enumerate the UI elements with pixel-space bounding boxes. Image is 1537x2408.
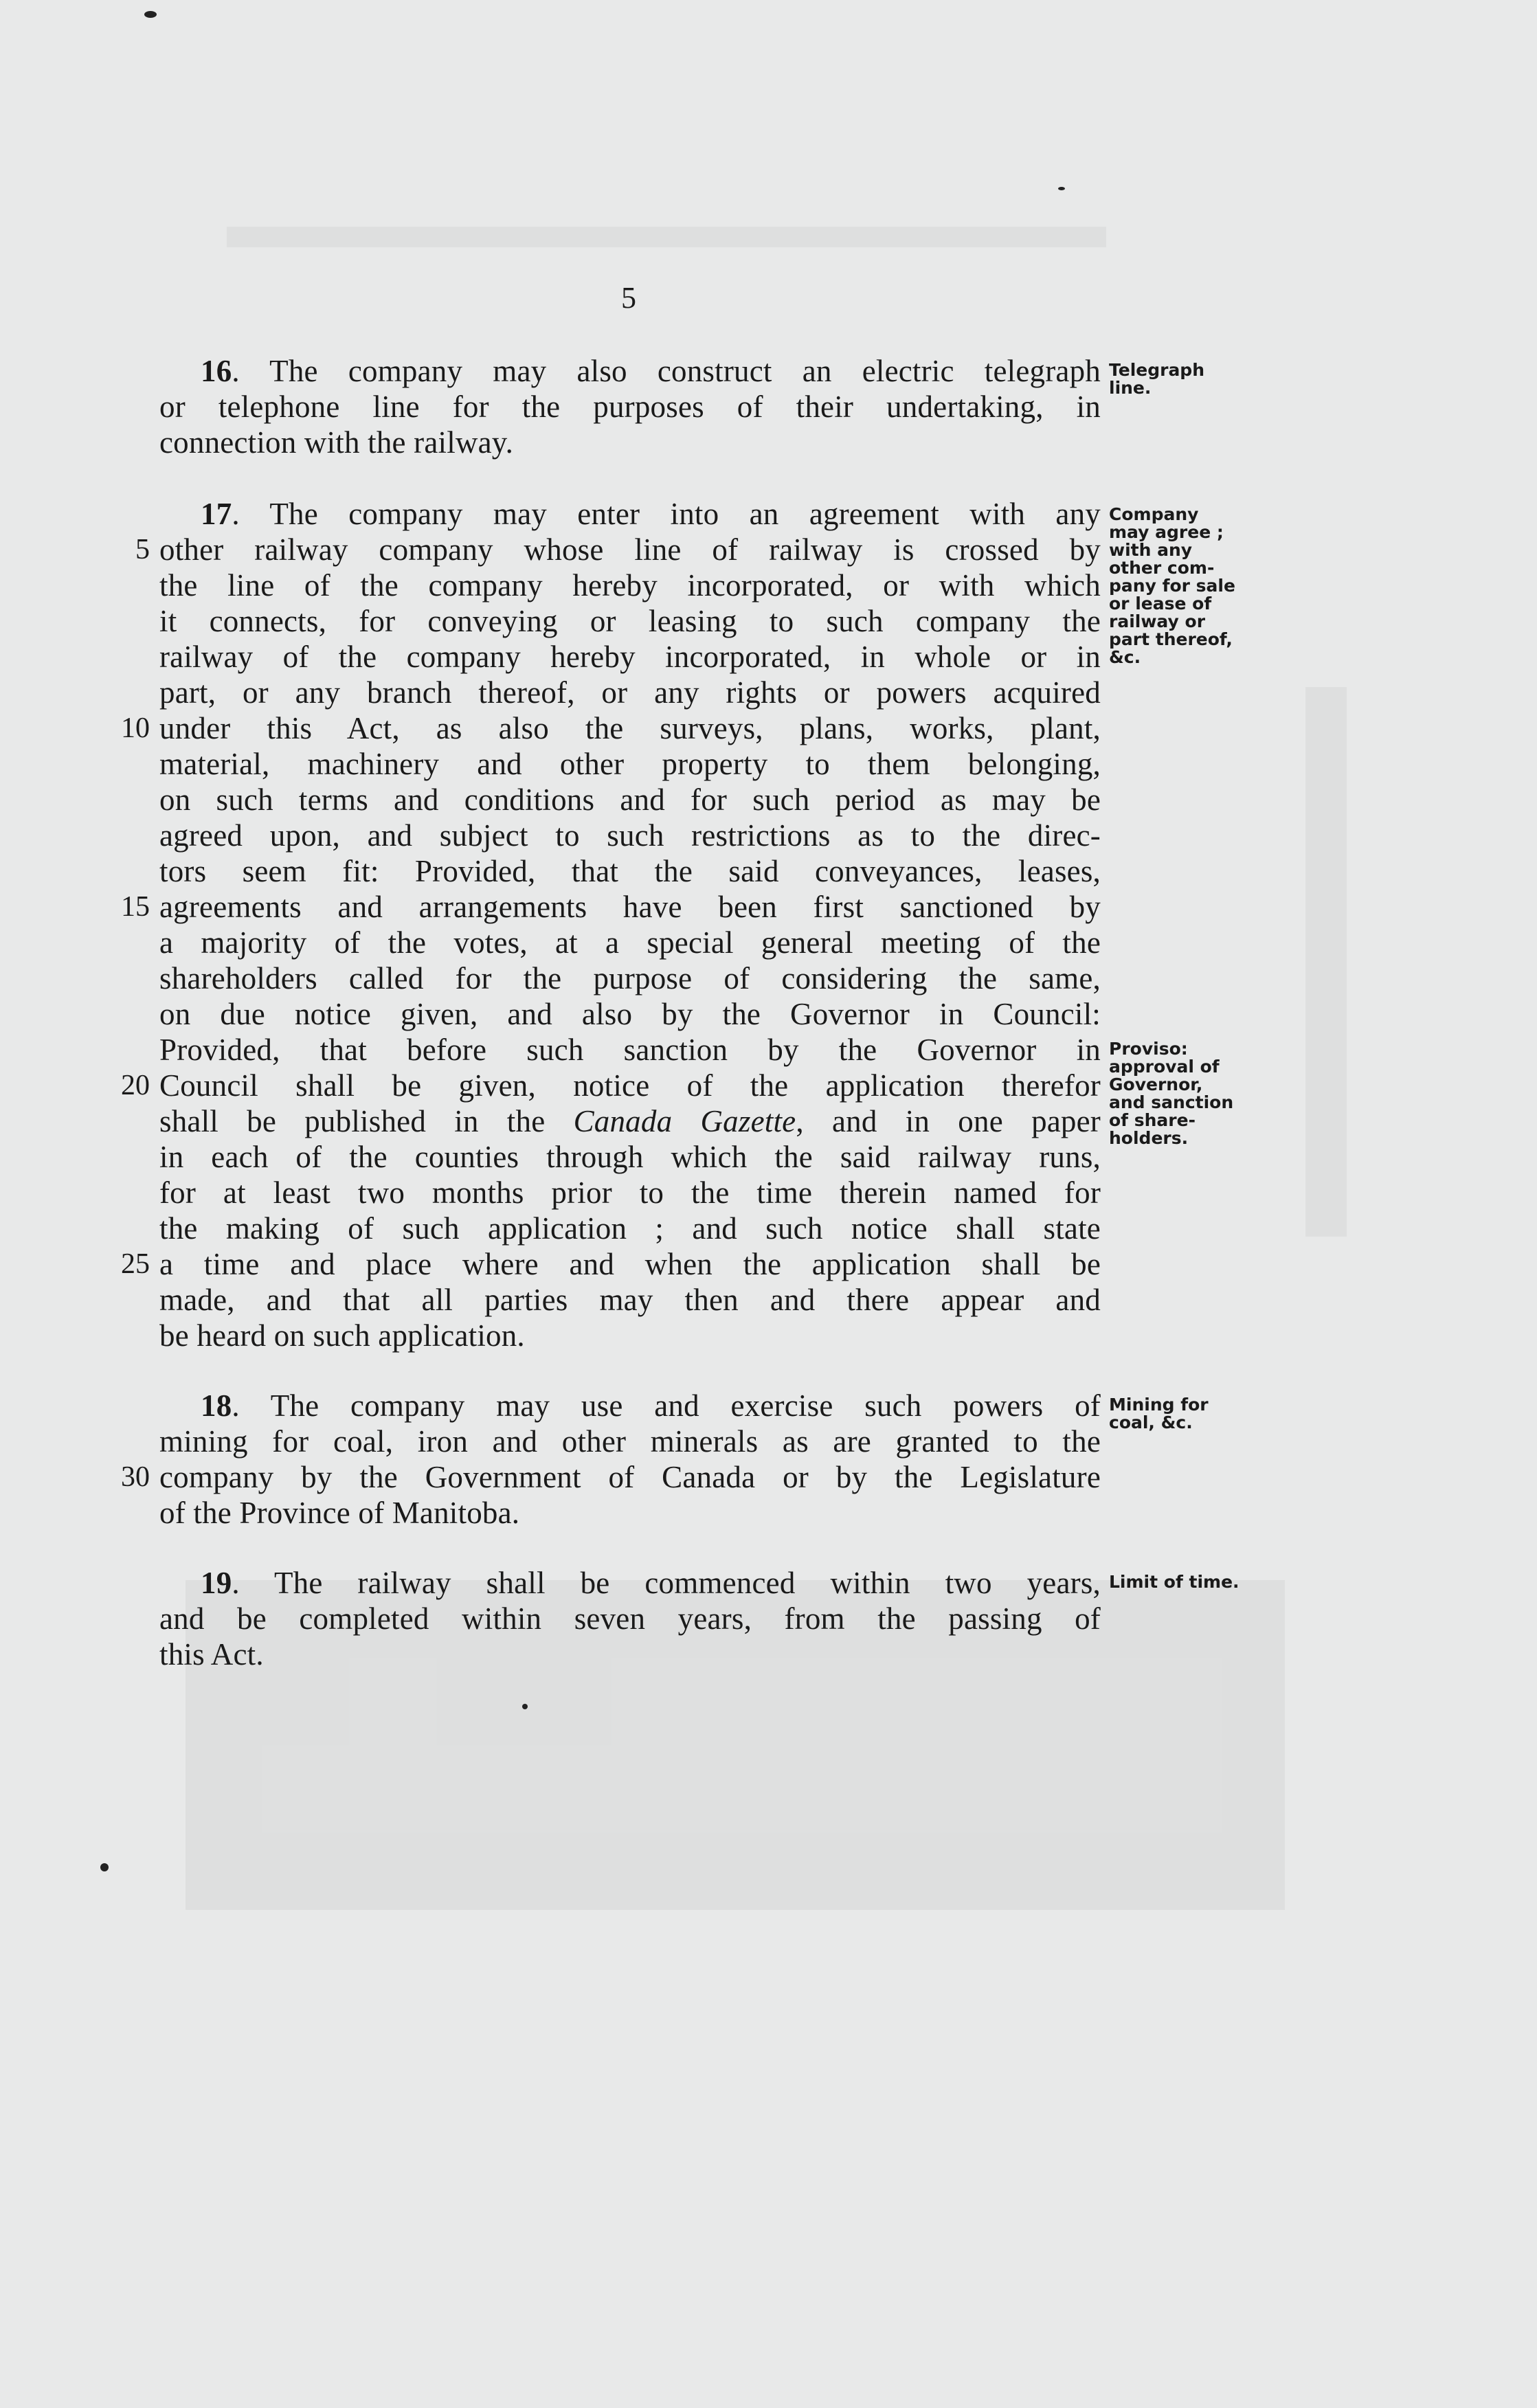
section-17-line-14: shareholders called for the purpose of considering the same,: [159, 961, 1101, 995]
section-17-line-8: material, machinery and other property to them belonging,: [159, 747, 1101, 781]
section-17-line-12: agreements and arrangements have been first sanctioned by: [159, 890, 1101, 924]
section-19-line-2: and be completed within seven years, from the passing of: [159, 1601, 1101, 1636]
section-18-line-2: mining for coal, iron and other minerals as are granted to the: [159, 1424, 1101, 1459]
section-17-line-15: on due notice given, and also by the Governor in Council:: [159, 997, 1101, 1031]
margin-note-limit-of-time: Limit of time.: [1109, 1572, 1239, 1592]
section-16-line-3: connection with the railway.: [159, 425, 514, 460]
section-17-line-11: tors seem fit: Provided, that the said conveyances, leases,: [159, 854, 1101, 888]
page-number: 5: [621, 281, 636, 315]
line-number-5: 5: [135, 534, 150, 565]
section-17-line-13: a majority of the votes, at a special general meeting of the: [159, 925, 1101, 960]
section-17-line-20: for at least two months prior to the time therein named for: [159, 1175, 1101, 1210]
section-16-line-2: or telephone line for the purposes of their undertaking, in: [159, 390, 1101, 424]
section-17-line-1: 17. The company may enter into an agreement with any: [201, 497, 1101, 531]
section-17-line-22: a time and place where and when the application shall be: [159, 1247, 1101, 1281]
section-17-line-19: in each of the counties through which the said railway runs,: [159, 1140, 1101, 1174]
section-number: 18: [201, 1388, 232, 1423]
bleed-through: [1305, 687, 1347, 1237]
section-17-line-17: Council shall be given, notice of the application therefor: [159, 1068, 1101, 1103]
section-16-line-1: 16. The company may also construct an electric telegraph: [201, 354, 1101, 388]
scan-speck: [100, 1863, 109, 1871]
margin-note-telegraph: Telegraph line.: [1109, 360, 1205, 398]
section-18-line-4: of the Province of Manitoba.: [159, 1496, 520, 1530]
line-number-15: 15: [121, 891, 150, 923]
section-17-line-18: shall be published in the Canada Gazette, and in one paper: [159, 1104, 1101, 1138]
line-number-20: 20: [121, 1070, 150, 1101]
section-17-line-10: agreed upon, and subject to such restrictions as to the direc-: [159, 818, 1101, 853]
section-19-line-1: 19. The railway shall be commenced within two years,: [201, 1566, 1101, 1600]
scan-speck: [522, 1704, 528, 1709]
margin-note-mining: Mining for coal, &c.: [1109, 1395, 1209, 1432]
section-17-line-7: under this Act, as also the surveys, plans, works, plant,: [159, 711, 1101, 745]
margin-note-proviso: Proviso: approval of Governor, and sanction of share- holders.: [1109, 1039, 1234, 1148]
section-17-line-6: part, or any branch thereof, or any rights or powers acquired: [159, 675, 1101, 710]
line-number-30: 30: [121, 1461, 150, 1493]
section-18-line-1: 18. The company may use and exercise such powers of: [201, 1388, 1101, 1423]
canada-gazette: Canada Gazette: [573, 1104, 796, 1138]
section-number: 16: [201, 354, 232, 388]
line-number-25: 25: [121, 1248, 150, 1280]
section-17-line-16: Provided, that before such sanction by the Governor in: [159, 1033, 1101, 1067]
section-17-line-3: the line of the company hereby incorporated, or with which: [159, 568, 1101, 603]
section-17-line-21: the making of such application ; and such notice shall state: [159, 1211, 1101, 1246]
section-number: 17: [201, 497, 232, 531]
scan-speck: [1058, 187, 1065, 190]
section-18-line-3: company by the Government of Canada or by the Legislature: [159, 1460, 1101, 1494]
section-number: 19: [201, 1566, 232, 1600]
bleed-through: [227, 227, 1106, 247]
scan-speck: [144, 11, 157, 18]
line-number-10: 10: [121, 712, 150, 744]
section-17-line-2: other railway company whose line of railway is crossed by: [159, 532, 1101, 567]
section-17-line-9: on such terms and conditions and for such period as may be: [159, 783, 1101, 817]
section-17-line-24: be heard on such application.: [159, 1318, 525, 1353]
section-17-line-23: made, and that all parties may then and there appear and: [159, 1283, 1101, 1317]
section-17-line-5: railway of the company hereby incorporated, in whole or in: [159, 640, 1101, 674]
section-17-line-4: it connects, for conveying or leasing to such company the: [159, 604, 1101, 638]
margin-note-company-agree: Company may agree ; with any other com- pany for sale or lease of railway or part thereof, &c.: [1109, 504, 1235, 667]
section-19-line-3: this Act.: [159, 1637, 264, 1672]
